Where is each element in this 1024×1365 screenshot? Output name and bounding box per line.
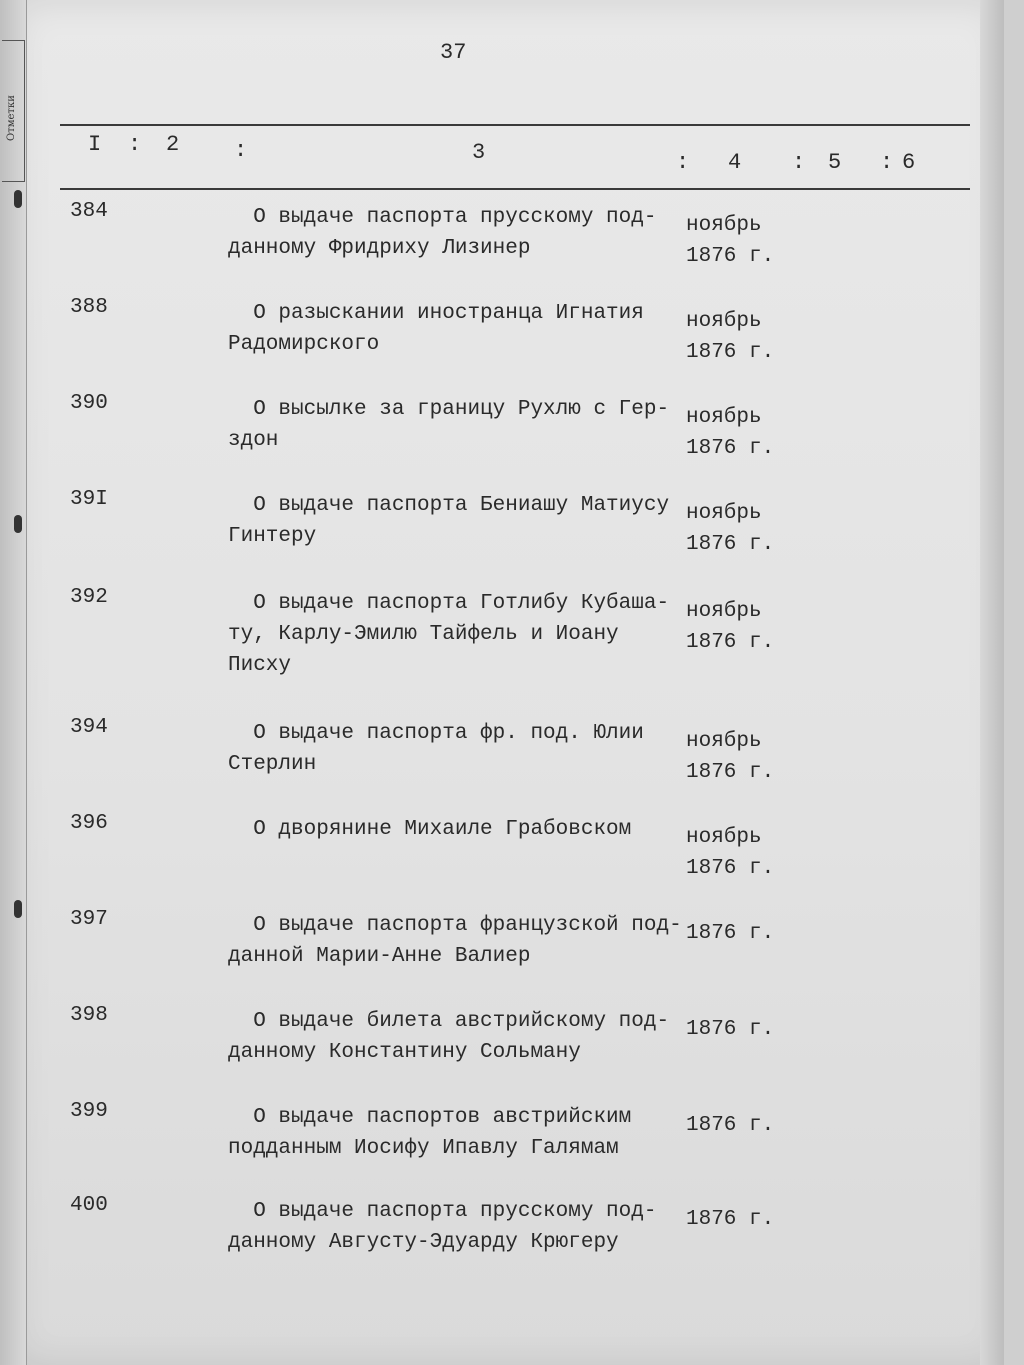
row-date-line: ноябрь	[686, 600, 762, 623]
row-date-line: 1876 г.	[686, 1208, 775, 1231]
row-date	[686, 402, 806, 464]
row-date-line: ноябрь	[686, 502, 762, 525]
margin-label-box	[2, 40, 25, 182]
row-date	[686, 498, 806, 560]
row-date-line: 1876 г.	[686, 761, 775, 784]
page-edge	[980, 0, 1004, 1365]
row-title-line: данному Августу-Эдуарду Крюгеру	[228, 1231, 619, 1254]
row-title	[228, 298, 688, 360]
header-sep: :	[792, 150, 806, 175]
row-number: 392	[70, 586, 108, 609]
row-title-line: О выдаче паспорта фр. под. Юлии	[228, 722, 644, 745]
row-number: 39I	[70, 488, 108, 511]
row-date	[686, 822, 806, 884]
row-title	[228, 910, 688, 972]
row-title-line: О разыскании иностранца Игнатия	[228, 302, 644, 325]
binding-hole-mark	[14, 515, 22, 533]
header-col-3: 3	[472, 140, 486, 165]
row-title	[228, 588, 688, 681]
row-number: 384	[70, 200, 108, 223]
row-title-line: О выдаче билета австрийскому под-	[228, 1010, 670, 1033]
header-sep: :	[676, 150, 690, 175]
row-date-line: ноябрь	[686, 730, 762, 753]
header-sep: :	[128, 132, 142, 157]
page-number: 37	[440, 40, 467, 65]
binding-hole-mark	[14, 190, 22, 208]
row-date	[686, 306, 806, 368]
row-date-line: 1876 г.	[686, 922, 775, 945]
margin-strip	[0, 0, 27, 1365]
header-col-5: 5	[828, 150, 842, 175]
row-date	[686, 918, 806, 949]
row-title	[228, 394, 688, 456]
row-title-line: О выдаче паспорта прусскому под-	[228, 1200, 657, 1223]
row-date-line: 1876 г.	[686, 245, 775, 268]
row-title	[228, 1102, 688, 1164]
row-date	[686, 1110, 806, 1141]
row-number: 396	[70, 812, 108, 835]
row-title	[228, 1006, 688, 1068]
row-date-line: 1876 г.	[686, 341, 775, 364]
row-title-line: О выдаче паспорта французской под-	[228, 914, 682, 937]
row-title-line: О выдаче паспорта прусскому под-	[228, 206, 657, 229]
row-title	[228, 1196, 688, 1258]
row-title-line: ту, Карлу-Эмилю Тайфель и Иоану	[228, 623, 619, 646]
margin-label: Отметки	[6, 95, 17, 141]
row-date	[686, 1014, 806, 1045]
header-col-6: 6	[902, 150, 916, 175]
row-title-line: здон	[228, 429, 279, 452]
row-number: 400	[70, 1194, 108, 1217]
row-date-line: 1876 г.	[686, 1018, 775, 1041]
row-number: 394	[70, 716, 108, 739]
row-title-line: данному Фридриху Лизинер	[228, 237, 531, 260]
row-title	[228, 718, 688, 780]
row-number: 397	[70, 908, 108, 931]
header-col-4: 4	[728, 150, 742, 175]
row-title-line: Гинтеру	[228, 525, 317, 548]
row-date-line: 1876 г.	[686, 631, 775, 654]
row-date-line: 1876 г.	[686, 437, 775, 460]
binding-hole-mark	[14, 900, 22, 918]
row-number: 390	[70, 392, 108, 415]
header-col-2: 2	[166, 132, 180, 157]
row-date-line: ноябрь	[686, 826, 762, 849]
header-sep: :	[880, 150, 894, 175]
row-title-line: Стерлин	[228, 753, 317, 776]
row-number: 398	[70, 1004, 108, 1027]
row-date-line: ноябрь	[686, 214, 762, 237]
row-title-line: подданным Иосифу Ипавлу Галямам	[228, 1137, 619, 1160]
row-title	[228, 202, 688, 264]
header-sep: :	[234, 138, 248, 163]
row-title-line: О выдаче паспорта Готлибу Кубаша-	[228, 592, 670, 615]
row-title-line: Писху	[228, 654, 292, 677]
row-date-line: 1876 г.	[686, 533, 775, 556]
row-date-line: ноябрь	[686, 310, 762, 333]
row-date	[686, 596, 806, 658]
row-title-line: Радомирского	[228, 333, 380, 356]
row-date	[686, 210, 806, 272]
row-number: 388	[70, 296, 108, 319]
row-title-line: О выдаче паспортов австрийским	[228, 1106, 632, 1129]
row-title-line: данной Марии-Анне Валиер	[228, 945, 531, 968]
row-date-line: 1876 г.	[686, 857, 775, 880]
row-title	[228, 814, 688, 845]
row-title	[228, 490, 688, 552]
header-bottom-rule	[60, 188, 970, 190]
row-date-line: ноябрь	[686, 406, 762, 429]
row-date-line: 1876 г.	[686, 1114, 775, 1137]
row-title-line: О выдаче паспорта Бениашу Матиусу	[228, 494, 670, 517]
header-top-rule	[60, 124, 970, 126]
row-number: 399	[70, 1100, 108, 1123]
row-date	[686, 726, 806, 788]
row-date	[686, 1204, 806, 1235]
row-title-line: данному Константину Сольману	[228, 1041, 581, 1064]
row-title-line: О дворянине Михаиле Грабовском	[228, 818, 632, 841]
row-title-line: О высылке за границу Рухлю с Гер-	[228, 398, 670, 421]
header-col-1: I	[88, 132, 102, 157]
